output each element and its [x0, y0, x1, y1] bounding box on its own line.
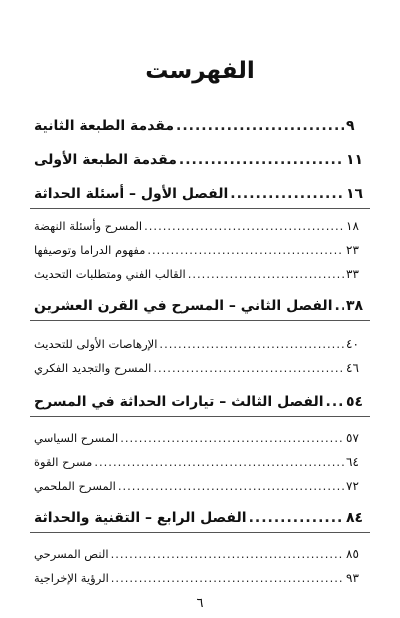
page-title: الفهرست [145, 58, 255, 84]
toc-page-number: ٦٤ [346, 455, 359, 469]
toc-entry-subsection [34, 476, 364, 496]
toc-entry-subsection [34, 452, 364, 472]
toc-page-number: ١٨ [346, 219, 359, 233]
dot-leader [176, 116, 344, 136]
dot-leader [179, 150, 344, 170]
section-divider [30, 416, 370, 417]
toc-entry-subsection [34, 216, 364, 236]
page-folio-number: ٦ [196, 596, 204, 611]
dot-leader [120, 428, 344, 448]
toc-entry-label: الفصل الثالث – تيارات الحداثة في المسرح [34, 394, 324, 410]
section-divider [30, 532, 370, 533]
toc-page-number: ٤٦ [346, 361, 359, 375]
toc-entry-second-edition-intro [34, 116, 364, 136]
section-divider [30, 208, 370, 209]
toc-page-number: ٤٠ [346, 337, 359, 351]
dot-leader [147, 240, 344, 260]
dot-leader [230, 184, 344, 204]
toc-page-number: ٩٣ [346, 571, 359, 585]
dot-leader [118, 476, 344, 496]
toc-entry-chapter-2 [34, 296, 364, 316]
toc-entry-subsection [34, 240, 364, 260]
toc-page-number: ١٦ [346, 186, 364, 202]
dot-leader [249, 508, 344, 528]
dot-leader [111, 544, 344, 564]
toc-page-number: ٨٤ [346, 510, 364, 526]
dot-leader [153, 358, 344, 378]
toc-page-number: ٩ [346, 118, 355, 134]
toc-entry-subsection [34, 334, 364, 354]
toc-entry-label: المسرح والتجديد الفكري [34, 361, 152, 375]
toc-entry-label: النص المسرحي [34, 547, 109, 561]
toc-entry-label: الفصل الرابع – التقنية والحداثة [34, 510, 247, 526]
toc-entry-label: الإرهاصات الأولى للتحديث [34, 337, 158, 351]
toc-entry-subsection [34, 264, 364, 284]
toc-entry-label: القالب الفني ومتطلبات التحديث [34, 267, 186, 281]
dot-leader [188, 264, 344, 284]
toc-page-number: ٥٤ [346, 394, 364, 410]
toc-entry-label: الفصل الثاني – المسرح في القرن العشرين [34, 298, 333, 314]
toc-entry-label: المسرح وأسئلة النهضة [34, 219, 143, 233]
dot-leader [335, 296, 345, 316]
toc-entry-chapter-3 [34, 392, 364, 412]
toc-entry-label: المسرح السياسي [34, 431, 119, 445]
toc-entry-label: المسرح الملحمي [34, 479, 116, 493]
toc-entry-subsection [34, 358, 364, 378]
toc-page-number: ١١ [346, 152, 364, 168]
toc-page-number: ٢٣ [346, 243, 359, 257]
dot-leader [144, 216, 344, 236]
toc-page-number: ٥٧ [346, 431, 359, 445]
toc-entry-subsection [34, 568, 364, 588]
toc-page-number: ٧٢ [346, 479, 359, 493]
toc-page-number: ٨٥ [346, 547, 359, 561]
toc-entry-label: مقدمة الطبعة الثانية [34, 118, 175, 134]
toc-entry-chapter-1 [34, 184, 364, 204]
section-divider [30, 320, 370, 321]
dot-leader [326, 392, 344, 412]
toc-entry-subsection [34, 544, 364, 564]
toc-page-number: ٣٣ [346, 267, 359, 281]
toc-entry-first-edition-intro [34, 150, 364, 170]
toc-entry-label: الرؤية الإخراجية [34, 571, 109, 585]
toc-entry-label: مسرح القوة [34, 455, 93, 469]
toc-entry-label: مقدمة الطبعة الأولى [34, 152, 177, 168]
toc-entry-label: الفصل الأول – أسئلة الحداثة [34, 186, 229, 202]
dot-leader [94, 452, 344, 472]
dot-leader [111, 568, 344, 588]
toc-page-number: ٣٨ [346, 298, 364, 314]
dot-leader [159, 334, 344, 354]
toc-entry-chapter-4 [34, 508, 364, 528]
toc-entry-subsection [34, 428, 364, 448]
toc-entry-label: مفهوم الدراما وتوصيفها [34, 243, 146, 257]
